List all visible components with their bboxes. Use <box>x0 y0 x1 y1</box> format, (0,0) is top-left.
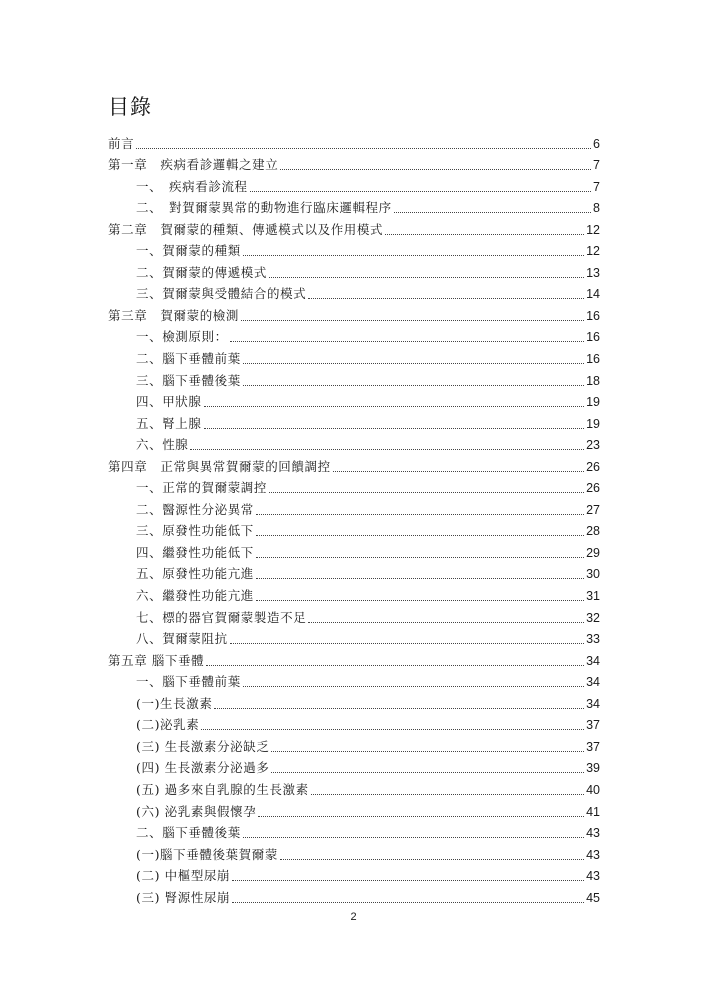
toc-entry[interactable] <box>108 798 600 820</box>
toc-entry[interactable] <box>108 776 600 798</box>
toc-entry[interactable] <box>108 367 600 389</box>
toc-entry[interactable] <box>108 475 600 497</box>
toc-entry-title: 二、腦下垂體後葉 <box>136 825 241 841</box>
toc-entry-title: 第二章 賀爾蒙的種類、傳遞模式以及作用模式 <box>108 221 384 237</box>
toc-entry-page: 34 <box>586 653 600 668</box>
toc-entry[interactable] <box>108 173 600 195</box>
toc-entry[interactable] <box>108 453 600 475</box>
toc-entry-title: 一、 疾病看診流程 <box>136 178 248 194</box>
toc-entry-title: 三、腦下垂體後葉 <box>136 372 241 388</box>
page-number: 2 <box>350 911 357 923</box>
toc-dot-leader <box>243 836 584 838</box>
toc-dot-leader <box>230 642 584 644</box>
toc-dot-leader <box>271 771 584 773</box>
toc-entry-page: 30 <box>586 567 600 582</box>
toc-entry-title: 五、原發性功能亢進 <box>136 566 254 582</box>
toc-entry-title: 一、正常的賀爾蒙調控 <box>136 480 268 496</box>
toc-dot-leader <box>280 858 584 860</box>
toc-entry[interactable] <box>108 195 600 217</box>
toc-dot-leader <box>280 168 591 170</box>
toc-dot-leader <box>385 233 584 235</box>
toc-entry[interactable] <box>108 345 600 367</box>
toc-entry-title: 二、醫源性分泌異常 <box>136 501 254 517</box>
toc-entry-page: 16 <box>586 308 600 323</box>
toc-entry-title: 四、甲狀腺 <box>136 394 202 410</box>
toc-entry[interactable] <box>108 755 600 777</box>
toc-entry-page: 29 <box>586 545 600 560</box>
toc-entry-page: 23 <box>586 438 600 453</box>
toc-entry-page: 27 <box>586 502 600 517</box>
toc-dot-leader <box>256 534 584 536</box>
toc-dot-leader <box>333 470 584 472</box>
toc-dot-leader <box>204 405 585 407</box>
toc-entry-title: 五、腎上腺 <box>136 415 202 431</box>
toc-list <box>108 130 600 906</box>
toc-entry-title: 三、賀爾蒙與受體結合的模式 <box>136 286 307 302</box>
toc-entry-page: 43 <box>586 869 600 884</box>
toc-dot-leader <box>256 556 584 558</box>
toc-entry-page: 8 <box>593 201 600 216</box>
toc-entry[interactable] <box>108 389 600 411</box>
toc-entry-title: 二、 對賀爾蒙異常的動物進行臨床邏輯程序 <box>136 200 392 216</box>
toc-entry-page: 16 <box>586 352 600 367</box>
toc-entry-page: 12 <box>586 244 600 259</box>
toc-entry[interactable] <box>108 302 600 324</box>
toc-entry-title: 第五章 腦下垂體 <box>108 652 205 668</box>
toc-entry-page: 40 <box>586 782 600 797</box>
toc-entry-title: (六) 泌乳素與假懷孕 <box>136 803 257 819</box>
toc-dot-leader <box>256 599 584 601</box>
toc-entry-page: 7 <box>593 158 600 173</box>
toc-entry-page: 45 <box>586 890 600 905</box>
toc-dot-leader <box>243 254 584 256</box>
toc-entry[interactable] <box>108 820 600 842</box>
toc-dot-leader <box>256 513 584 515</box>
toc-entry[interactable] <box>108 432 600 454</box>
toc-entry[interactable] <box>108 669 600 691</box>
toc-dot-leader <box>230 340 584 342</box>
toc-entry-title: (三) 腎源性尿崩 <box>136 889 231 905</box>
toc-entry[interactable] <box>108 324 600 346</box>
toc-entry-title: 三、原發性功能低下 <box>136 523 254 539</box>
toc-dot-leader <box>232 901 584 903</box>
toc-entry-page: 7 <box>593 179 600 194</box>
toc-entry-title: 前言 <box>108 135 135 151</box>
toc-entry[interactable] <box>108 539 600 561</box>
toc-dot-leader <box>269 491 584 493</box>
toc-entry-page: 34 <box>586 675 600 690</box>
toc-entry-title: 第一章 疾病看診邏輯之建立 <box>108 157 279 173</box>
toc-entry-page: 19 <box>586 416 600 431</box>
toc-entry-page: 14 <box>586 287 600 302</box>
toc-dot-leader <box>394 211 591 213</box>
toc-dot-leader <box>136 147 591 149</box>
toc-entry-title: (一)生長激素 <box>136 695 213 711</box>
toc-dot-leader <box>311 793 584 795</box>
toc-entry-page: 43 <box>586 847 600 862</box>
toc-entry-title: 四、繼發性功能低下 <box>136 544 254 560</box>
toc-entry-page: 31 <box>586 589 600 604</box>
toc-dot-leader <box>308 297 584 299</box>
toc-entry[interactable] <box>108 647 600 669</box>
toc-entry-page: 34 <box>586 696 600 711</box>
toc-dot-leader <box>214 707 584 709</box>
toc-dot-leader <box>190 448 584 450</box>
toc-entry[interactable] <box>108 841 600 863</box>
toc-entry-page: 43 <box>586 826 600 841</box>
toc-entry[interactable] <box>108 561 600 583</box>
toc-entry-page: 6 <box>593 136 600 151</box>
toc-entry[interactable] <box>108 712 600 734</box>
toc-entry[interactable] <box>108 410 600 432</box>
toc-entry[interactable] <box>108 496 600 518</box>
toc-entry-page: 13 <box>586 265 600 280</box>
toc-entry-title: 六、繼發性功能亢進 <box>136 588 254 604</box>
toc-entry[interactable] <box>108 582 600 604</box>
toc-entry-page: 37 <box>586 739 600 754</box>
toc-entry[interactable] <box>108 281 600 303</box>
toc-entry-title: (三) 生長激素分泌缺乏 <box>136 738 270 754</box>
toc-entry-title: (四) 生長激素分泌過多 <box>136 760 270 776</box>
toc-entry-page: 26 <box>586 459 600 474</box>
toc-entry-page: 37 <box>586 718 600 733</box>
toc-dot-leader <box>269 276 584 278</box>
toc-entry-page: 19 <box>586 395 600 410</box>
toc-dot-leader <box>256 577 584 579</box>
toc-dot-leader <box>308 621 584 623</box>
toc-dot-leader <box>206 664 584 666</box>
toc-entry-page: 16 <box>586 330 600 345</box>
toc-entry[interactable] <box>108 884 600 906</box>
toc-entry-page: 33 <box>586 632 600 647</box>
toc-dot-leader <box>271 750 584 752</box>
toc-title: 目錄 <box>108 95 152 119</box>
toc-entry-title: (二)泌乳素 <box>136 717 200 733</box>
toc-entry[interactable] <box>108 238 600 260</box>
toc-entry-title: (五) 過多來自乳腺的生長激素 <box>136 781 309 797</box>
toc-entry[interactable] <box>108 518 600 540</box>
toc-entry-title: (一)腦下垂體後葉賀爾蒙 <box>136 846 278 862</box>
toc-entry-title: 八、賀爾蒙阻抗 <box>136 631 228 647</box>
toc-entry-title: 六、性腺 <box>136 437 189 453</box>
toc-entry[interactable] <box>108 216 600 238</box>
toc-dot-leader <box>258 815 584 817</box>
toc-dot-leader <box>204 427 585 429</box>
toc-entry[interactable] <box>108 152 600 174</box>
toc-entry[interactable] <box>108 733 600 755</box>
toc-entry-title: 第四章 正常與異常賀爾蒙的回饋調控 <box>108 458 331 474</box>
toc-dot-leader <box>232 879 584 881</box>
toc-entry-title: 第三章 賀爾蒙的檢測 <box>108 307 240 323</box>
toc-entry-title: (二) 中樞型尿崩 <box>136 868 231 884</box>
toc-entry-title: 二、腦下垂體前葉 <box>136 351 241 367</box>
toc-entry[interactable] <box>108 863 600 885</box>
toc-entry[interactable] <box>108 626 600 648</box>
toc-entry-title: 一、腦下垂體前葉 <box>136 674 241 690</box>
toc-dot-leader <box>241 319 584 321</box>
toc-entry[interactable] <box>108 690 600 712</box>
toc-entry[interactable] <box>108 259 600 281</box>
toc-dot-leader <box>243 362 584 364</box>
toc-dot-leader <box>250 190 591 192</box>
toc-entry-page: 26 <box>586 481 600 496</box>
toc-entry-page: 12 <box>586 222 600 237</box>
toc-entry-title: 一、賀爾蒙的種類 <box>136 243 241 259</box>
toc-entry[interactable] <box>108 604 600 626</box>
toc-entry-page: 41 <box>586 804 600 819</box>
toc-entry-title: 二、賀爾蒙的傳遞模式 <box>136 264 268 280</box>
toc-entry[interactable] <box>108 130 600 152</box>
toc-dot-leader <box>243 384 584 386</box>
toc-entry-page: 39 <box>586 761 600 776</box>
toc-entry-title: 一、檢測原則： <box>136 329 228 345</box>
toc-entry-title: 七、標的器官賀爾蒙製造不足 <box>136 609 307 625</box>
toc-dot-leader <box>243 685 584 687</box>
toc-entry-page: 28 <box>586 524 600 539</box>
toc-entry-page: 32 <box>586 610 600 625</box>
toc-dot-leader <box>201 728 584 730</box>
toc-entry-page: 18 <box>586 373 600 388</box>
